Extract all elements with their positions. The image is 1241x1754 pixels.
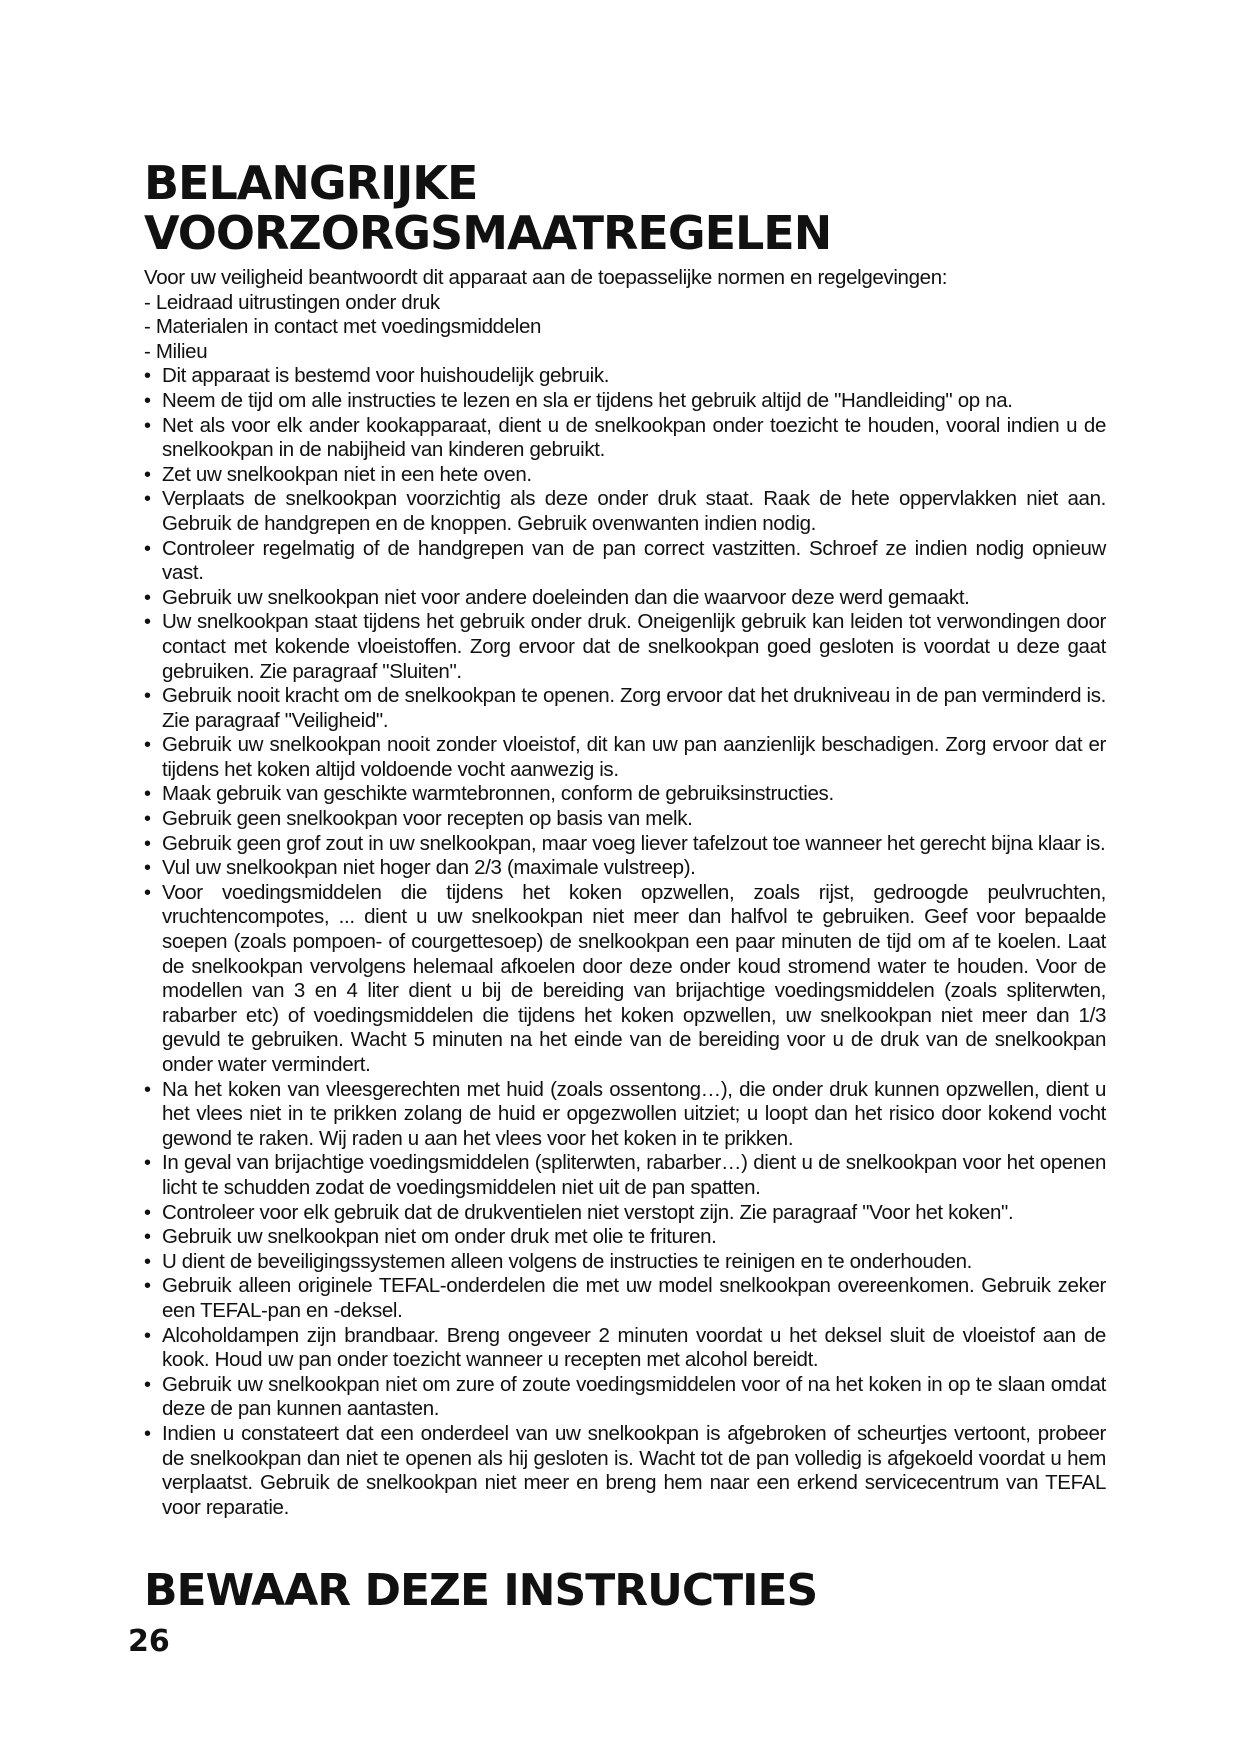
precaution-item: • Voor voedingsmiddelen die tijdens het koken opzwellen, zoals rijst, gedroogde peulvruchten, vruchtencompotes, ... dient u uw snelkookpan niet meer dan halfvol te gebruiken. Geef voor bepaalde soepen (zoals pompoen- of courgettesoep) de snelkookpan een paar minuten de tijd om af te koelen. Laat de snelkookpan vervolgens helemaal afkoelen door deze onder koud stromend water te houden. Voor de modellen van 3 en 4 liter dient u bij de bereiding van brijachtige voedingsmiddelen (zoals spliterwten, rabarber etc) of voedingsmiddelen die tijdens het koken opzwellen, uw snelkookpan niet meer dan 1/3 gevuld te gebruiken. Wacht 5 minuten na het einde van de bereiding voor u de druk van de snelkookpan onder water vermindert.	[144, 881, 1106, 1078]
norm-item: - Leidraad uitrustingen onder druk	[144, 290, 440, 314]
precaution-item: • Zet uw snelkookpan niet in een hete oven.	[144, 463, 1106, 488]
norm-item: - Milieu	[144, 339, 208, 363]
precaution-item: • U dient de beveiligingssystemen alleen volgens de instructies te reinigen en te onderhouden.	[144, 1250, 1106, 1275]
precaution-item: • Controleer regelmatig of de handgrepen van de pan correct vastzitten. Schroef ze indien nodig opnieuw vast.	[144, 537, 1106, 586]
precaution-item: • Alcoholdampen zijn brandbaar. Breng ongeveer 2 minuten voordat u het deksel sluit de vloeistof aan de kook. Houd uw pan onder toezicht wanneer u recepten met alcohol bereidt.	[144, 1324, 1106, 1373]
precaution-item: • Gebruik nooit kracht om de snelkookpan te openen. Zorg ervoor dat het drukniveau in de pan verminderd is. Zie paragraaf "Veiligheid".	[144, 684, 1106, 733]
precaution-item: • Gebruik geen snelkookpan voor recepten op basis van melk.	[144, 807, 1106, 832]
precaution-item: • Vul uw snelkookpan niet hoger dan 2/3 (maximale vulstreep).	[144, 856, 1106, 881]
precaution-item: • Controleer voor elk gebruik dat de drukventielen niet verstopt zijn. Zie paragraaf "Voor het koken".	[144, 1201, 1106, 1226]
precaution-item: • Neem de tijd om alle instructies te lezen en sla er tijdens het gebruik altijd de "Handleiding" op na.	[144, 389, 1106, 414]
precaution-item: • In geval van brijachtige voedingsmiddelen (spliterwten, rabarber…) dient u de snelkookpan voor het openen licht te schudden zodat de voedingsmiddelen niet uit de pan spatten.	[144, 1151, 1106, 1200]
norm-item: - Materialen in contact met voedingsmiddelen	[144, 315, 542, 339]
norms-list	[144, 291, 1106, 365]
precaution-item: • Dit apparaat is bestemd voor huishoudelijk gebruik.	[144, 364, 1106, 389]
precaution-item: • Gebruik alleen originele TEFAL-onderdelen die met uw model snelkookpan overeenkomen. Gebruik zeker een TEFAL-pan en -deksel.	[144, 1274, 1106, 1323]
precaution-item: • Gebruik uw snelkookpan niet voor andere doeleinden dan die waarvoor deze werd gemaakt.	[144, 586, 1106, 611]
page-title-line-1: BELANGRIJKE	[144, 156, 478, 210]
precaution-item: • Gebruik uw snelkookpan nooit zonder vloeistof, dit kan uw pan aanzienlijk beschadigen. Zorg ervoor dat er tijdens het koken altijd voldoende vocht aanwezig is.	[144, 733, 1106, 782]
page-number: 26	[128, 1624, 170, 1659]
precaution-item: • Verplaats de snelkookpan voorzichtig als deze onder druk staat. Raak de hete oppervlakken niet aan. Gebruik de handgrepen en de knoppen. Gebruik ovenwanten indien nodig.	[144, 487, 1106, 536]
precaution-item: • Gebruik geen grof zout in uw snelkookpan, maar voeg liever tafelzout toe wanneer het gerecht bijna klaar is.	[144, 832, 1106, 857]
page-title-line-2: VOORZORGSMAATREGELEN	[144, 206, 832, 260]
precaution-item: • Uw snelkookpan staat tijdens het gebruik onder druk. Oneigenlijk gebruik kan leiden tot verwondingen door contact met kokende vloeistoffen. Zorg ervoor dat de snelkookpan goed gesloten is voordat u deze gaat gebruiken. Zie paragraaf "Sluiten".	[144, 610, 1106, 684]
precautions-body	[144, 266, 1106, 1520]
precaution-item: • Na het koken van vleesgerechten met huid (zoals ossentong…), die onder druk kunnen opzwellen, dient u het vlees niet in te prikken zolang de huid er opgezwollen uitziet; u loopt dan het risico door kokend vocht gewond te raken. Wij raden u aan het vlees voor het koken in te prikken.	[144, 1078, 1106, 1152]
intro-text: Voor uw veiligheid beantwoordt dit apparaat aan de toepasselijke normen en regelgevingen:	[144, 266, 948, 289]
keep-instructions-heading: BEWAAR DEZE INSTRUCTIES	[144, 1565, 818, 1616]
precaution-item: • Maak gebruik van geschikte warmtebronnen, conform de gebruiksinstructies.	[144, 782, 1106, 807]
page-title	[144, 158, 1104, 258]
precautions-list	[144, 364, 1106, 1520]
precaution-item: • Gebruik uw snelkookpan niet om zure of zoute voedingsmiddelen voor of na het koken in op te slaan omdat deze de pan kunnen aantasten.	[144, 1373, 1106, 1422]
precaution-item: • Net als voor elk ander kookapparaat, dient u de snelkookpan onder toezicht te houden, vooral indien u de snelkookpan in de nabijheid van kinderen gebruikt.	[144, 414, 1106, 463]
precaution-item: • Gebruik uw snelkookpan niet om onder druk met olie te frituren.	[144, 1225, 1106, 1250]
precaution-item: • Indien u constateert dat een onderdeel van uw snelkookpan is afgebroken of scheurtjes vertoont, probeer de snelkookpan dan niet te openen als hij gesloten is. Wacht tot de pan volledig is afgekoeld voordat u hem verplaatst. Gebruik de snelkookpan niet meer en breng hem naar een erkend servicecentrum van TEFAL voor reparatie.	[144, 1422, 1106, 1520]
